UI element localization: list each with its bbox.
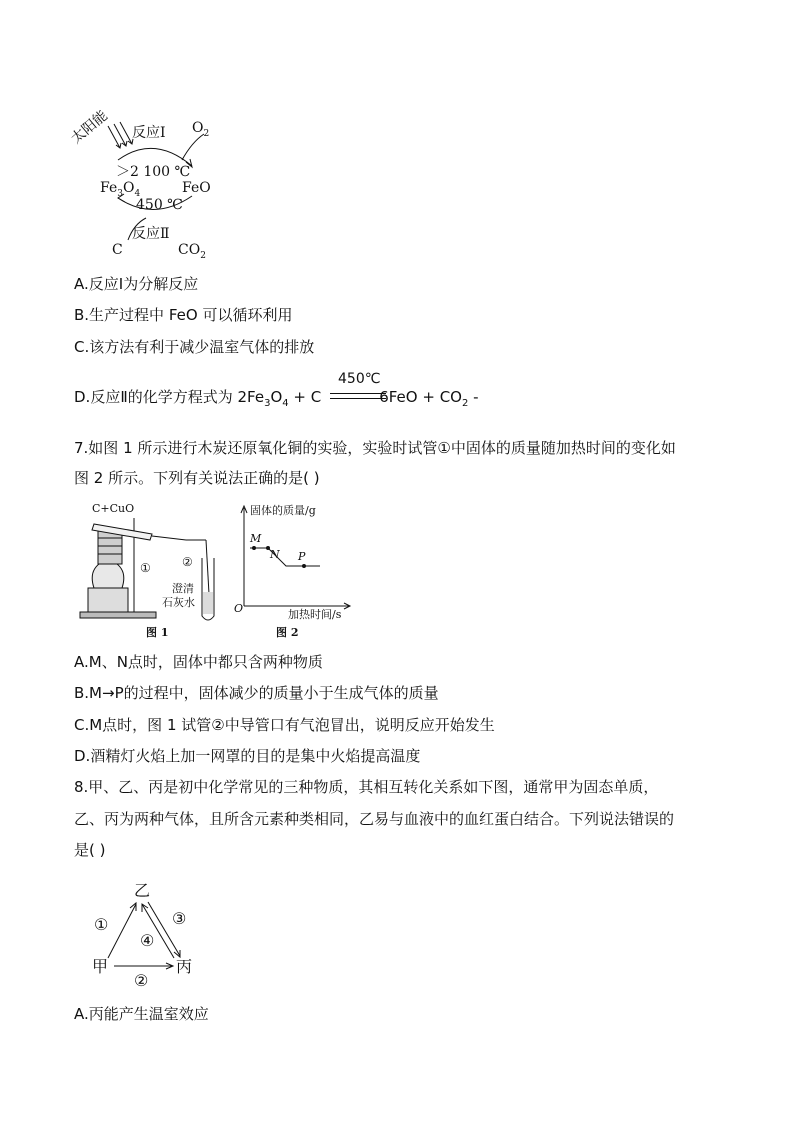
- arrow-1: [108, 904, 136, 958]
- arrow-1-label: ①: [94, 915, 109, 934]
- point-m-marker: [252, 546, 256, 550]
- q7-option-a: A.M、N点时，固体中都只含两种物质: [74, 653, 323, 671]
- reaction2-label: 反应Ⅱ: [132, 226, 170, 242]
- node-yi: 乙: [134, 881, 151, 900]
- reagent-label: C+CuO: [92, 502, 135, 515]
- arrow-4-label: ④: [140, 931, 155, 950]
- point-m-label: M: [250, 532, 262, 545]
- mass-curve: [250, 548, 320, 566]
- node-jia: 甲: [92, 957, 109, 976]
- q8-stem-line2: 乙、丙为两种气体，且所含元素种类相同，乙易与血液中的血红蛋白结合。下列说法错误的: [74, 810, 675, 828]
- co2-label: $CO_2$: [178, 242, 206, 261]
- fig1-caption: 图 1: [146, 626, 169, 639]
- q8-stem-line3: 是( ): [74, 841, 106, 859]
- origin-label: O: [234, 602, 244, 615]
- y-axis-label: 固体的质量/g: [250, 504, 316, 517]
- x-axis-label: 加热时间/s: [288, 608, 342, 621]
- sunlight-label: 太阳能: [68, 107, 111, 148]
- temp-high-label: ＞2 100 ℃: [116, 164, 191, 180]
- tube2-label: ②: [182, 555, 193, 569]
- o2-release-arrow: [182, 134, 204, 160]
- temp-low-label: 450 ℃: [136, 197, 183, 213]
- test-tube-2: [202, 540, 214, 620]
- q6-option-d: D.反应Ⅱ的化学方程式为 $2Fe_3O_4 + C$ $6FeO + CO_2$ -: [74, 388, 479, 409]
- reaction1-label: 反应Ⅰ: [132, 125, 166, 141]
- sunlight-arrows: [108, 122, 133, 148]
- apparatus-figure-1: [74, 500, 224, 642]
- transformation-diagram: [90, 876, 210, 990]
- fe3o4-label: $Fe_3O_4$: [100, 180, 141, 199]
- mass-time-graph: [232, 500, 362, 642]
- q8-stem-line1: 8.甲、乙、丙是初中化学常见的三种物质，其相互转化关系如下图，通常甲为固态单质，: [74, 778, 659, 796]
- limewater-label-1: 澄清: [172, 582, 194, 595]
- o2-label: $O_2$: [192, 120, 210, 139]
- point-p-label: P: [298, 550, 306, 563]
- q7-stem-line1: 7.如图 1 所示进行木炭还原氧化铜的实验，实验时试管①中固体的质量随加热时间的变化如: [74, 439, 676, 457]
- arrow-4-head: [142, 904, 148, 912]
- q7-option-c: C.M点时，图 1 试管②中导管口有气泡冒出，说明反应开始发生: [74, 716, 495, 734]
- fe-oxide-cycle-diagram: [68, 107, 234, 262]
- reaction-condition: 450℃: [338, 371, 381, 387]
- q6-option-c: C.该方法有利于减少温室气体的排放: [74, 338, 315, 356]
- tube1-label: ①: [140, 561, 151, 575]
- arrow-2-label: ②: [134, 971, 149, 990]
- arrow-3-label: ③: [172, 909, 187, 928]
- node-bing: 丙: [176, 957, 193, 976]
- point-n-label: N: [270, 548, 280, 561]
- point-p-marker: [302, 564, 306, 568]
- q7-option-b: B.M→P的过程中，固体减少的质量小于生成气体的质量: [74, 684, 439, 702]
- q7-stem-line2: 图 2 所示。下列有关说法正确的是( ): [74, 469, 320, 487]
- q6-option-b: B.生产过程中 FeO 可以循环利用: [74, 306, 293, 324]
- c-label: C: [112, 242, 123, 258]
- q6-option-a: A.反应Ⅰ为分解反应: [74, 275, 199, 293]
- equation-equals-sign: [330, 393, 386, 399]
- q8-option-a: A.丙能产生温室效应: [74, 1005, 209, 1023]
- q7-option-d: D.酒精灯火焰上加一网罩的目的是集中火焰提高温度: [74, 747, 421, 765]
- limewater-label-2: 石灰水: [162, 596, 195, 609]
- feo-label: FeO: [182, 180, 211, 196]
- fig2-caption: 图 2: [276, 626, 299, 639]
